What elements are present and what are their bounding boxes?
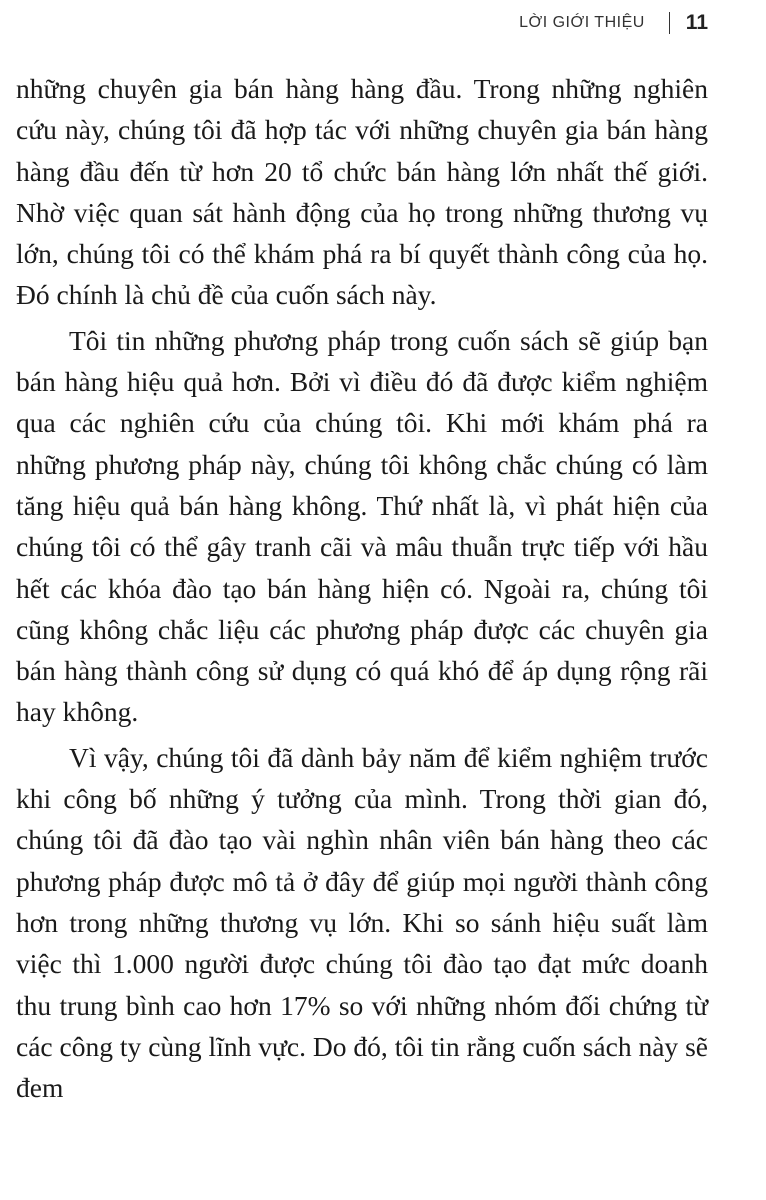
body-text: [16, 68, 708, 1112]
paragraph: Tôi tin những phương pháp trong cuốn sách sẽ giúp bạn bán hàng hiệu quả hơn. Bởi vì điều đó đã được kiểm nghiệm qua các nghiên cứu của chúng tôi. Khi mới khám phá ra những phương pháp này, chúng tôi không chắc chúng có làm tăng hiệu quả bán hàng không. Thứ nhất là, vì phát hiện của chúng tôi có thể gây tranh cãi và mâu thuẫn trực tiếp với hầu hết các khóa đào tạo bán hàng hiện có. Ngoài ra, chúng tôi cũng không chắc liệu các phương pháp được các chuyên gia bán hàng thành công sử dụng có quá khó để áp dụng rộng rãi hay không.: [16, 324, 708, 728]
running-head: LỜI GIỚI THIỆU: [519, 14, 645, 31]
paragraph: Vì vậy, chúng tôi đã dành bảy năm để kiểm nghiệm trước khi công bố những ý tưởng của mình. Trong thời gian đó, chúng tôi đã đào tạo vài nghìn nhân viên bán hàng theo các phương pháp được mô tả ở đây để giúp mọi người thành công hơn trong những thương vụ lớn. Khi so sánh hiệu suất làm việc thì 1.000 người được chúng tôi đào tạo đạt mức doanh thu trung bình cao hơn 17% so với những nhóm đối chứng từ các công ty cùng lĩnh vực. Do đó, tôi tin rằng cuốn sách này sẽ đem: [16, 741, 708, 1104]
paragraph: những chuyên gia bán hàng hàng đầu. Trong những nghiên cứu này, chúng tôi đã hợp tác với những chuyên gia bán hàng hàng đầu đến từ hơn 20 tổ chức bán hàng lớn nhất thế giới. Nhờ việc quan sát hành động của họ trong những thương vụ lớn, chúng tôi có thể khám phá ra bí quyết thành công của họ. Đó chính là chủ đề của cuốn sách này.: [16, 73, 708, 311]
page-header: [519, 10, 708, 36]
page-number: 11: [685, 11, 708, 34]
header-separator: [669, 12, 670, 34]
